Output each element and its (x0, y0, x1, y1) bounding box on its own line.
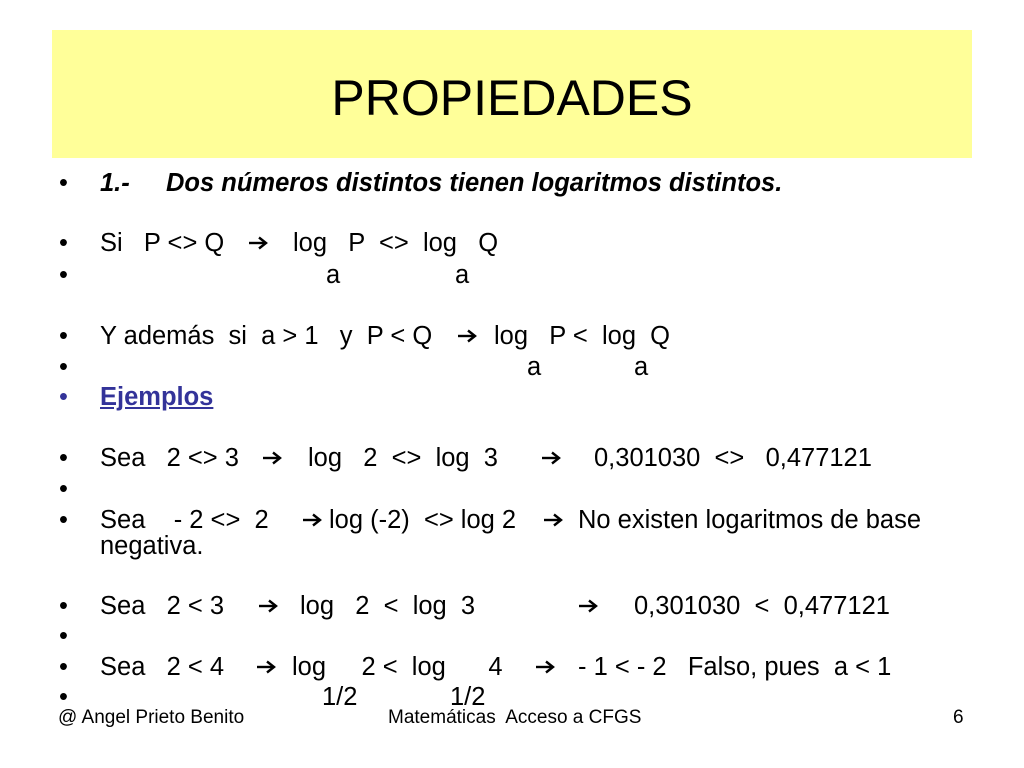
rule-distinct-premise: Si P <> Q (100, 229, 225, 257)
bullet-example-3 (0, 591, 1024, 621)
bullet-marker: • (59, 261, 68, 289)
slide-number: 6 (953, 707, 964, 728)
bullet-empty (0, 621, 1024, 651)
bullet-example-1 (0, 443, 1024, 473)
arrow-right-icon (262, 451, 282, 465)
bullet-marker: • (59, 383, 68, 411)
log-base-subscript: a (326, 261, 341, 289)
log-base-subscript: a (455, 261, 470, 289)
log-base-subscript: a (634, 353, 649, 381)
slide-title: PROPIEDADES (331, 70, 693, 126)
bullet-marker: • (59, 592, 68, 620)
rule-distinct-logs: log P <> log Q (293, 229, 499, 257)
example-logs: log 2 < log 4 (292, 653, 503, 681)
bullet-marker: • (59, 683, 68, 711)
bullet-marker: • (59, 169, 68, 197)
bullet-marker: • (59, 622, 68, 650)
example-premise: Sea 2 < 3 (100, 592, 225, 620)
example-result: 0,301030 < 0,477121 (634, 592, 890, 620)
bullet-marker: • (59, 653, 68, 681)
slide-footer (0, 707, 1024, 729)
example-premise: Sea 2 < 4 (100, 653, 225, 681)
bullet-marker: • (59, 229, 68, 257)
log-base-subscript: 1/2 (322, 683, 358, 711)
arrow-right-icon (256, 660, 276, 674)
bullet-rule-distinct-bases (0, 260, 1024, 290)
bullet-marker: • (59, 444, 68, 472)
bullet-examples-heading (0, 382, 1024, 412)
arrow-right-icon (541, 451, 561, 465)
bullet-rule-order-bases (0, 352, 1024, 382)
bullet-rule-order (0, 321, 1024, 351)
bullet-marker: • (59, 353, 68, 381)
log-base-subscript: 1/2 (450, 683, 486, 711)
arrow-right-icon (578, 599, 598, 613)
bullet-marker: • (59, 506, 68, 534)
bullet-rule-distinct (0, 228, 1024, 258)
rule-order-logs: log P < log Q (494, 322, 671, 350)
arrow-right-icon (543, 513, 563, 527)
property-statement: Dos números distintos tienen logaritmos distintos. (166, 169, 783, 197)
arrow-right-icon (535, 660, 555, 674)
footer-author: @ Angel Prieto Benito (58, 707, 245, 728)
example-premise: Sea 2 <> 3 (100, 444, 239, 472)
arrow-right-icon (258, 599, 278, 613)
arrow-right-icon (457, 329, 477, 343)
bullet-marker: • (59, 322, 68, 350)
log-base-subscript: a (527, 353, 542, 381)
rule-order-premise: Y además si a > 1 y P < Q (100, 322, 433, 350)
example-result: No existen logaritmos de base (578, 506, 922, 534)
bullet-example-2-continuation (0, 531, 1024, 561)
example-logs: log (-2) <> log 2 (329, 506, 517, 534)
bullet-example-4 (0, 652, 1024, 682)
example-result: - 1 < - 2 Falso, pues a < 1 (578, 653, 892, 681)
footer-course: Matemáticas Acceso a CFGS (388, 707, 642, 728)
example-premise: Sea - 2 <> 2 (100, 506, 269, 534)
bullet-marker: • (59, 475, 68, 503)
property-number: 1.- (100, 169, 130, 197)
example-logs: log 2 < log 3 (300, 592, 476, 620)
arrow-right-icon (302, 513, 322, 527)
arrow-right-icon (248, 236, 268, 250)
example-logs: log 2 <> log 3 (308, 444, 498, 472)
example-result: 0,301030 <> 0,477121 (594, 444, 872, 472)
bullet-empty (0, 474, 1024, 504)
bullet-property (0, 168, 1024, 198)
examples-link[interactable]: Ejemplos (100, 383, 214, 411)
example-result-continuation: negativa. (100, 532, 204, 560)
